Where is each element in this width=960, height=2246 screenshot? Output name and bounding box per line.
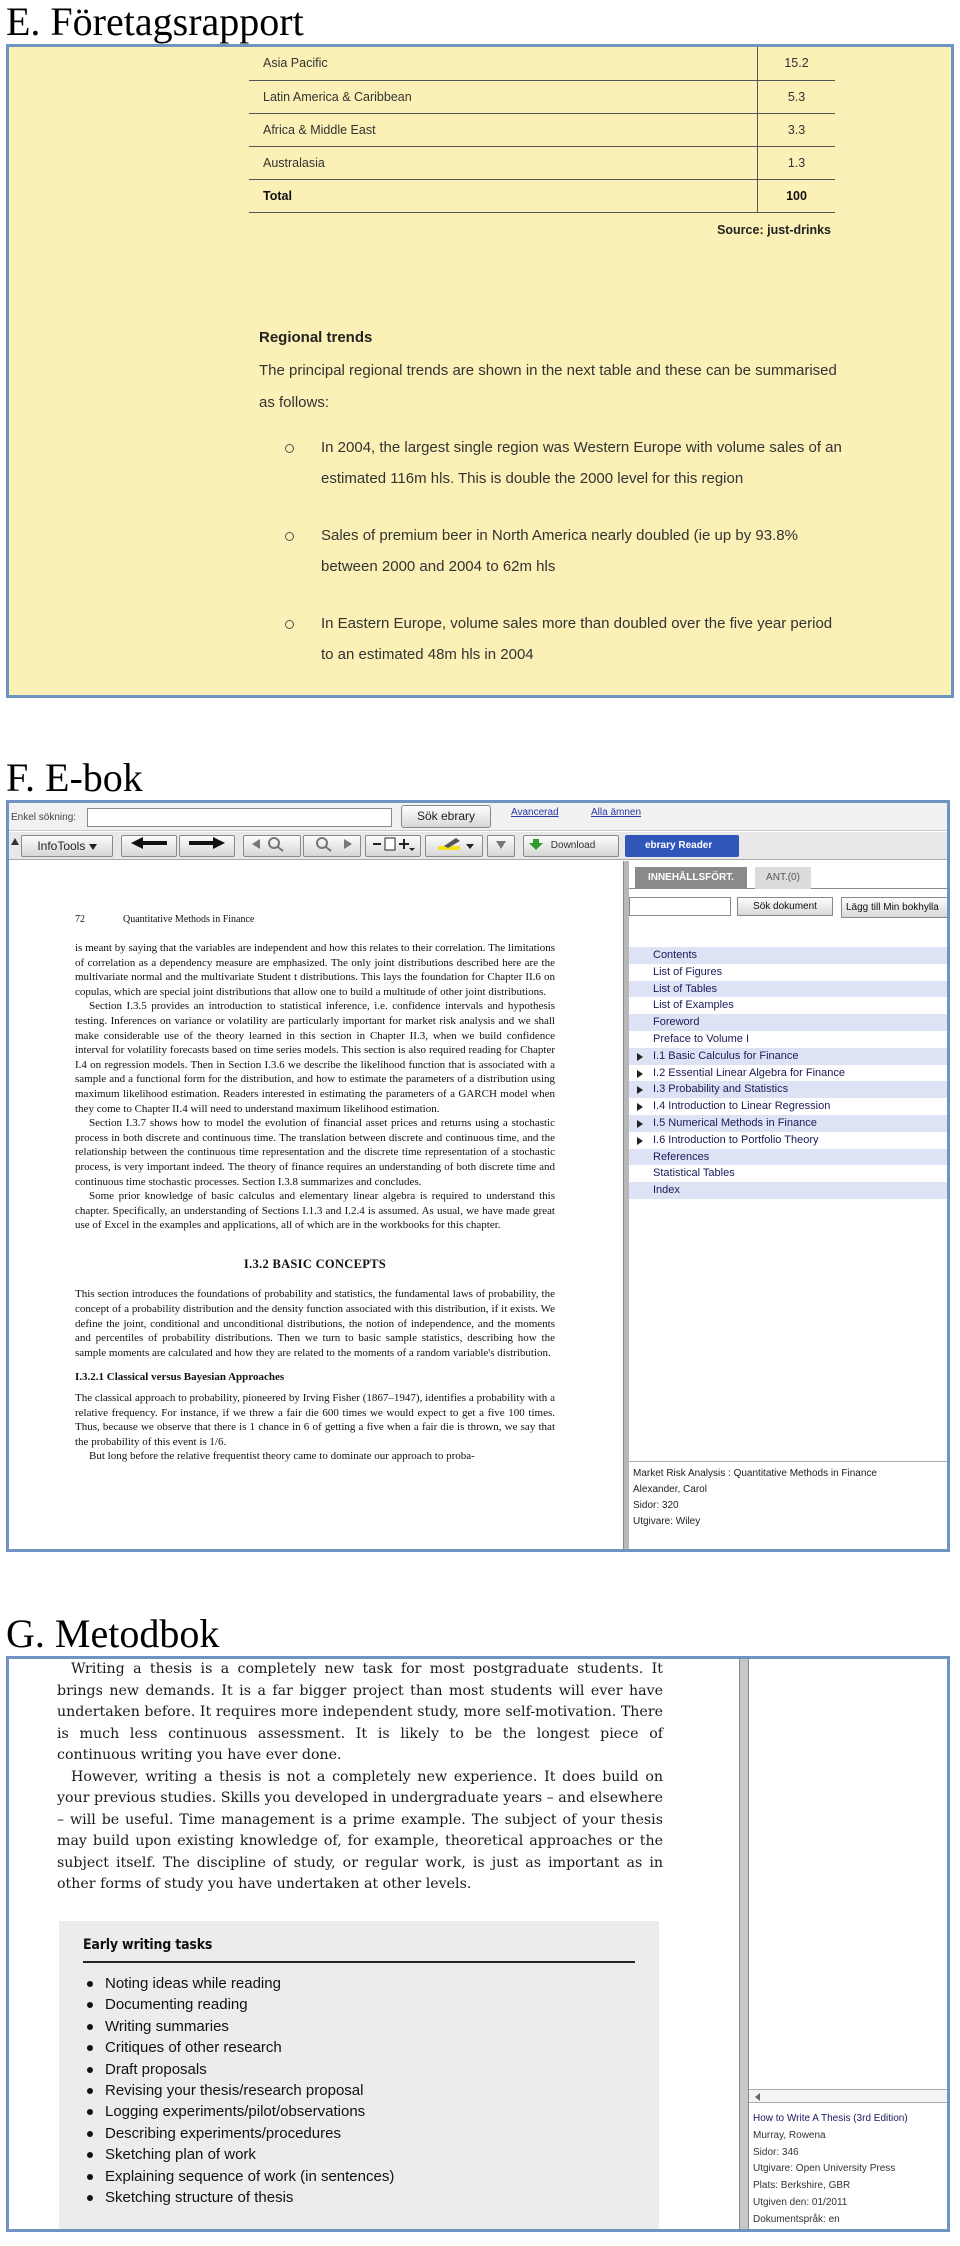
- toc-item-label: I.3 Probability and Statistics: [653, 1083, 789, 1096]
- chevron-down-icon: [495, 840, 507, 850]
- value-cell: 1.3: [758, 146, 835, 179]
- ebook-sidebar: [629, 861, 950, 1551]
- table-total-row: [249, 179, 835, 212]
- regional-share-table: [249, 47, 835, 213]
- search-label: Enkel sökning:: [11, 812, 77, 823]
- page-zoom-icon: [371, 836, 415, 852]
- list-item: Explaining sequence of work (in sentences): [83, 2166, 635, 2187]
- advanced-search-link[interactable]: Avancerad: [511, 807, 559, 818]
- document-search-input[interactable]: [629, 897, 731, 916]
- early-writing-tasks-box: [59, 1921, 659, 2231]
- section-heading: I.3.2 BASIC CONCEPTS: [243, 1256, 387, 1271]
- book-pages: Sidor: 320: [633, 1500, 679, 1511]
- search-input[interactable]: [87, 808, 392, 827]
- infotools-label: InfoTools: [37, 839, 86, 853]
- toc-item[interactable]: [629, 1081, 950, 1098]
- region-cell: Latin America & Caribbean: [249, 80, 758, 113]
- table-row: [249, 113, 835, 146]
- previous-page-button[interactable]: [121, 835, 177, 857]
- book-language: Dokumentspråk: en: [753, 2213, 840, 2225]
- toc-item[interactable]: [629, 1098, 950, 1115]
- book-title[interactable]: How to Write A Thesis (3rd Edition): [753, 2113, 908, 2124]
- list-item: Describing experiments/procedures: [83, 2123, 635, 2144]
- tab-notes[interactable]: ANT.(0): [755, 867, 811, 889]
- toc-item-label: References: [653, 1150, 710, 1163]
- region-cell: Total: [249, 179, 758, 212]
- toc-item[interactable]: [629, 1048, 950, 1065]
- circle-bullet-icon: [285, 532, 294, 541]
- toc-item-label: List of Examples: [653, 999, 734, 1012]
- toc-item[interactable]: [629, 947, 950, 964]
- highlight-button[interactable]: [425, 835, 483, 857]
- book-text: [57, 1659, 663, 1896]
- page-body: [75, 941, 555, 1464]
- list-item-text: In 2004, the largest single region was Western Europe with volume sales of an estimated 116m hls. This is double the 2000 level for this region: [321, 439, 842, 487]
- trend-list: [285, 432, 845, 696]
- arrow-left-icon: [129, 836, 169, 850]
- reader-toolbar: [9, 832, 947, 860]
- book-info: [753, 2111, 949, 2229]
- expand-arrow-icon[interactable]: [637, 1103, 643, 1111]
- highlighter-icon: [432, 836, 476, 852]
- toc-item-label: Foreword: [653, 1016, 700, 1029]
- table-row: [249, 80, 835, 113]
- toc-item-label: List of Tables: [653, 982, 718, 995]
- page-paragraph: But long before the relative frequentist theory came to dominate our approach to proba-: [89, 1450, 475, 1463]
- toc-item[interactable]: [629, 1014, 950, 1031]
- table-of-contents: [629, 947, 950, 1199]
- list-item: Critiques of other research: [83, 2037, 635, 2058]
- circle-bullet-icon: [285, 444, 294, 453]
- next-page-button[interactable]: [179, 835, 235, 857]
- find-previous-button[interactable]: [243, 835, 301, 857]
- list-item: Writing summaries: [83, 2016, 635, 2037]
- region-cell: Asia Pacific: [249, 47, 758, 80]
- horizontal-scrollbar[interactable]: [749, 2089, 950, 2103]
- page-paragraph: is meant by saying that the variables are independent and how this relates to their correlation. The limitations of correlation as a dependency measure are emphasized. The only joint distributions described here are the multivariate normal and the multivariate Student t distributions. This lays the foundation for Chapter II.6 on copulas, which are special joint distributions that allow one to build a multitude of other joint distributions.: [75, 942, 555, 998]
- expand-arrow-icon[interactable]: [637, 1086, 643, 1094]
- book-author: Alexander, Carol: [633, 1484, 707, 1495]
- method-book-window: [6, 1656, 950, 2232]
- running-head: [75, 913, 254, 928]
- expand-arrow-icon[interactable]: [637, 1120, 643, 1128]
- intro-paragraph: The principal regional trends are shown in the next table and these can be summarised as follows:: [259, 362, 837, 411]
- toc-item-label: Statistical Tables: [653, 1167, 735, 1180]
- search-document-button[interactable]: Sök dokument: [737, 897, 833, 916]
- ebrary-reader-button[interactable]: [625, 835, 739, 857]
- find-next-icon: [310, 836, 354, 852]
- section-title-f: F. E-bok: [6, 755, 143, 800]
- infotools-button[interactable]: [21, 835, 113, 857]
- toc-item[interactable]: [629, 964, 950, 981]
- find-previous-icon: [250, 836, 294, 852]
- toc-item[interactable]: [629, 997, 950, 1014]
- scroll-left-icon[interactable]: [755, 2093, 760, 2101]
- list-item-text: Sales of premium beer in North America nearly doubled (ie up by 93.8% between 2000 and 2004 to 62m hls: [321, 527, 798, 575]
- ebrary-reader-label: ebrary Reader: [645, 840, 713, 851]
- list-item: [285, 520, 845, 582]
- list-item: Sketching structure of thesis: [83, 2187, 635, 2208]
- page-paragraph: The classical approach to probability, pioneered by Irving Fisher (1867–1947), identifies a probability with a relative frequency. For instance, if we threw a fair die 600 times we would expect to get a five 100 times. Thus, because we observe that there is 1 chance in 6 of getting a five when a fair die is thrown, we say that the probability of this event is 1/6.: [75, 1392, 555, 1448]
- book-title[interactable]: Market Risk Analysis : Quantitative Methods in Finance: [633, 1468, 877, 1479]
- search-ebrary-button[interactable]: Sök ebrary: [401, 805, 491, 828]
- list-item: [285, 432, 845, 494]
- search-bar: [9, 803, 947, 831]
- book-publisher: Utgivare: Wiley: [633, 1516, 701, 1527]
- download-button[interactable]: [523, 835, 619, 857]
- table-row: [249, 146, 835, 179]
- report-excerpt-panel: [6, 44, 954, 698]
- page-number: 72: [75, 914, 85, 925]
- book-published-date: Utgiven den: 01/2011: [753, 2196, 848, 2208]
- toc-item-label: Index: [653, 1184, 680, 1197]
- page-paragraph: Section I.3.5 provides an introduction to statistical inference, i.e. confidence intervals and hypothesis testing. Inferences on variance or volatility are particularly important for market risk analysis and we shall make considerable use of the theory learned in this section in Chapter II.3, when we build confidence interval for volatility forecasts based on time series models. This section is also required reading for Chapter I.4 on regression models. Then in Section I.3.6 we describe the likelihood function that is associated with a sample and a functional form for the distribution, and how to estimate the parameters of a distribution using maximum likelihood estimation. Readers interested in estimating the parameters of a GARCH model when they come to Chapter II.4 will need to understand maximum likelihood estimation.: [75, 1000, 555, 1115]
- toc-item-label: I.6 Introduction to Portfolio Theory: [653, 1133, 819, 1146]
- box-title: Early writing tasks: [83, 1937, 635, 1963]
- page-zoom-button[interactable]: [365, 835, 421, 857]
- table-source: Source: just-drinks: [717, 223, 831, 237]
- text-paragraph: Writing a thesis is a completely new task for most postgraduate students. It brings new demands. It is a far bigger project than most students will ever have undertaken before. It requires more independent study, more self-motivation. There is much less continuous assessment. It is likely to be the longest piece of continuous writing you have ever done.: [57, 1661, 663, 1763]
- arrow-right-icon: [187, 836, 227, 850]
- task-list: [83, 1973, 635, 2208]
- download-label: Download: [550, 840, 596, 851]
- list-item: Revising your thesis/research proposal: [83, 2080, 635, 2101]
- toc-item-label: List of Figures: [653, 965, 723, 978]
- book-place: Plats: Berkshire, GBR: [753, 2180, 851, 2192]
- list-item: Sketching plan of work: [83, 2144, 635, 2165]
- ebook-reader-window: [6, 800, 950, 1552]
- list-item: Draft proposals: [83, 2059, 635, 2080]
- toc-item[interactable]: [629, 1065, 950, 1082]
- add-to-bookshelf-button[interactable]: Lägg till Min bokhylla: [841, 897, 950, 918]
- value-cell: 15.2: [758, 47, 835, 80]
- circle-bullet-icon: [285, 620, 294, 629]
- expand-arrow-icon[interactable]: [637, 1053, 643, 1061]
- table-row: [249, 47, 835, 80]
- value-cell: 5.3: [758, 80, 835, 113]
- chevron-down-icon: [89, 844, 97, 850]
- section-title-g: G. Metodbok: [6, 1611, 220, 1656]
- expand-arrow-icon[interactable]: [637, 1137, 643, 1145]
- expand-arrow-icon[interactable]: [637, 1070, 643, 1078]
- list-item-text: In Eastern Europe, volume sales more than doubled over the five year period to an estimated 48m hls in 2004: [321, 615, 833, 663]
- toc-item[interactable]: [629, 981, 950, 998]
- collapse-triangle-icon[interactable]: [11, 838, 19, 845]
- page-paragraph: Section I.3.7 shows how to model the evolution of financial asset prices and returns using a stochastic process in both discrete and continuous time. The translation between discrete and continuous time, and the relationship between the continuous time representation and the discrete time representation of a stochastic process, is very important indeed. The theory of finance requires an understanding of both discrete time and continuous time stochastic processes. Section I.3.8 summarizes and concludes.: [75, 1117, 555, 1188]
- page-paragraph: This section introduces the foundations of probability and statistics, the fundamental laws of probability, the concept of a probability distribution and the density function associated with this distribution, if it exists. We define the joint, conditional and unconditional distributions, the notion of independence, and the moments and percentiles of probability distributions. Then we turn to basic sample statistics, describing how the sample moments are calculated and how they are related to the moments of a random variable's distribution.: [75, 1288, 555, 1359]
- toc-item[interactable]: [629, 1115, 950, 1132]
- value-cell: 100: [758, 179, 835, 212]
- sidebar-tabs: [629, 861, 950, 889]
- toc-item[interactable]: [629, 1182, 950, 1199]
- tab-contents[interactable]: INNEHÅLLSFÖRT.: [635, 867, 747, 889]
- download-icon: [528, 839, 544, 851]
- book-page: [17, 861, 623, 1551]
- book-info: [629, 1461, 950, 1551]
- toc-item[interactable]: [629, 1149, 950, 1166]
- book-publisher: Utgivare: Open University Press: [753, 2163, 896, 2175]
- list-item: [285, 608, 845, 670]
- section-title-e: E. Företagsrapport: [6, 0, 304, 44]
- text-paragraph: However, writing a thesis is not a completely new experience. It does build on your previous studies. Skills you developed in undergraduate years – and elsewhere – will be useful. Time management is a prime example. The subject of your thesis may build upon existing knowledge of, for example, theoretical approaches or the subject itself. The discipline of study, or regular work, is just as important as in other forms of study you have undertaken at other levels.: [57, 1768, 663, 1892]
- book-title-head: Quantitative Methods in Finance: [123, 914, 255, 925]
- all-subjects-link[interactable]: Alla ämnen: [591, 807, 642, 818]
- toc-item-label: Preface to Volume I: [653, 1032, 749, 1045]
- book-author: Murray, Rowena: [753, 2129, 826, 2141]
- list-item: Documenting reading: [83, 1994, 635, 2015]
- toc-item-label: I.4 Introduction to Linear Regression: [653, 1100, 831, 1113]
- toc-item-label: I.1 Basic Calculus for Finance: [653, 1049, 799, 1062]
- list-item: Noting ideas while reading: [83, 1973, 635, 1994]
- toc-item-label: I.2 Essential Linear Algebra for Finance: [653, 1066, 846, 1079]
- page-paragraph: Some prior knowledge of basic calculus and elementary linear algebra is required to understand this chapter. Specifically, an understanding of Sections I.1.3 and I.2.4 is assumed. As usual, we have made great use of Excel in the examples and applications, all of which are in the workbooks for this chapter.: [75, 1190, 555, 1232]
- more-options-button[interactable]: [487, 835, 515, 857]
- value-cell: 3.3: [758, 113, 835, 146]
- book-pages: Sidor: 346: [753, 2146, 799, 2158]
- book-sidebar: [749, 1659, 950, 2232]
- section-heading: Regional trends: [259, 329, 373, 346]
- toc-item-label: Contents: [653, 949, 698, 961]
- region-cell: Africa & Middle East: [249, 113, 758, 146]
- toc-item[interactable]: [629, 1165, 950, 1182]
- pane-splitter[interactable]: [739, 1659, 749, 2232]
- toc-item[interactable]: [629, 1031, 950, 1048]
- toc-item-label: I.5 Numerical Methods in Finance: [653, 1116, 817, 1129]
- subsection-heading: I.3.2.1 Classical versus Bayesian Approaches: [75, 1371, 285, 1384]
- region-cell: Australasia: [249, 146, 758, 179]
- find-next-button[interactable]: [303, 835, 361, 857]
- toc-item[interactable]: [629, 1132, 950, 1149]
- list-item: Logging experiments/pilot/observations: [83, 2101, 635, 2122]
